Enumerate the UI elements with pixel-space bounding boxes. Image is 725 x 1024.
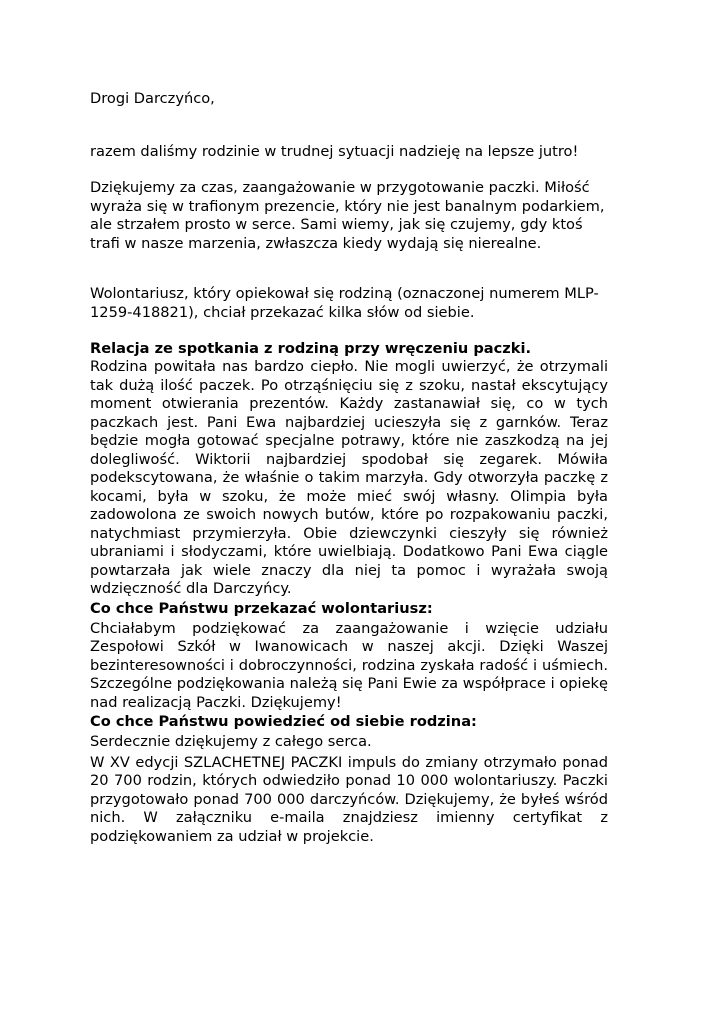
intro-text: razem daliśmy rodzinie w trudnej sytuacji nadzieję na lepsze jutro! (90, 143, 579, 160)
volunteer-heading: Co chce Państwu przekazać wolontariusz: (90, 599, 433, 617)
meeting-heading: Relacja ze spotkania z rodziną przy wręczeniu paczki. (90, 340, 532, 357)
letter-body (90, 339, 608, 846)
volunteer-intro-paragraph: Wolontariusz, który opiekował się rodziną (oznaczonej numerem MLP-1259-418821), chciał przekazać kilka słów od siebie. (90, 285, 599, 321)
family-paragraph: Serdecznie dziękujemy z całego serca. (90, 733, 372, 750)
thanks-paragraph: Dziękujemy za czas, zaangażowanie w przygotowanie paczki. Miłość wyraża się w trafionym prezencie, który nie jest banalnym podarkiem, ale strzałem prosto w serce. Sami wiemy, jak się czujemy, gdy ktoś trafi w nasze marzenia, zwłaszcza kiedy wydają się nierealne. (90, 179, 605, 252)
greeting: Drogi Darczyńco, (90, 90, 215, 107)
meeting-paragraph: Rodzina powitała nas bardzo ciepło. Nie mogli uwierzyć, że otrzymali tak dużą ilość paczek. Po otrząśnięciu się z szoku, nastał ekscytujący moment otwierania prezentów. Każdy zastanawiał się, co w tych paczkach jest. Pani Ewa najbardziej ucieszyła się z garnków. Teraz będzie mogła gotować specjalne potrawy, które nie zaszkodzą na jej dolegliwość. Wiktorii najbardziej spodobał się zegarek. Mówiła podekscytowana, że właśnie o takim marzyła. Gdy otworzyła paczkę z kocami, była w szoku, że może mieć swój własny. Olimpia była zadowolona ze swoich nowych butów, które po rozpakowaniu paczki, natychmiast przymierzyła. Obie dziewczynki cieszyły się również ubraniami i słodyczami, które uwielbiają. Dodatkowo Pani Ewa ciągle powtarzała jak wiele znaczy dla niej ta pomoc i wyrażała swoją wdzięczność dla Darczyńcy. (90, 358, 608, 597)
closing-paragraph: W XV edycji SZLACHETNEJ PACZKI impuls do zmiany otrzymało ponad 20 700 rodzin, których odwiedziło ponad 10 000 wolontariuszy. Paczki przygotowało ponad 700 000 darczyńców. Dziękujemy, że byłeś wśród nich. W załączniku e-maila znajdziesz imienny certyfikat z podziękowaniem za udział w projekcie. (90, 753, 608, 845)
family-heading: Co chce Państwu powiedzieć od siebie rodzina: (90, 713, 477, 730)
volunteer-paragraph: Chciałabym podziękować za zaangażowanie i wzięcie udziału Zespołowi Szkół w Iwanowicach w naszej akcji. Dzięki Waszej bezinteresowności i dobroczynności, rodzina zyskała radość i uśmiech. Szczególne podziękowania należą się Pani Ewie za współprace i opiekę nad realizacją Paczki. Dziękujemy! (90, 619, 608, 711)
